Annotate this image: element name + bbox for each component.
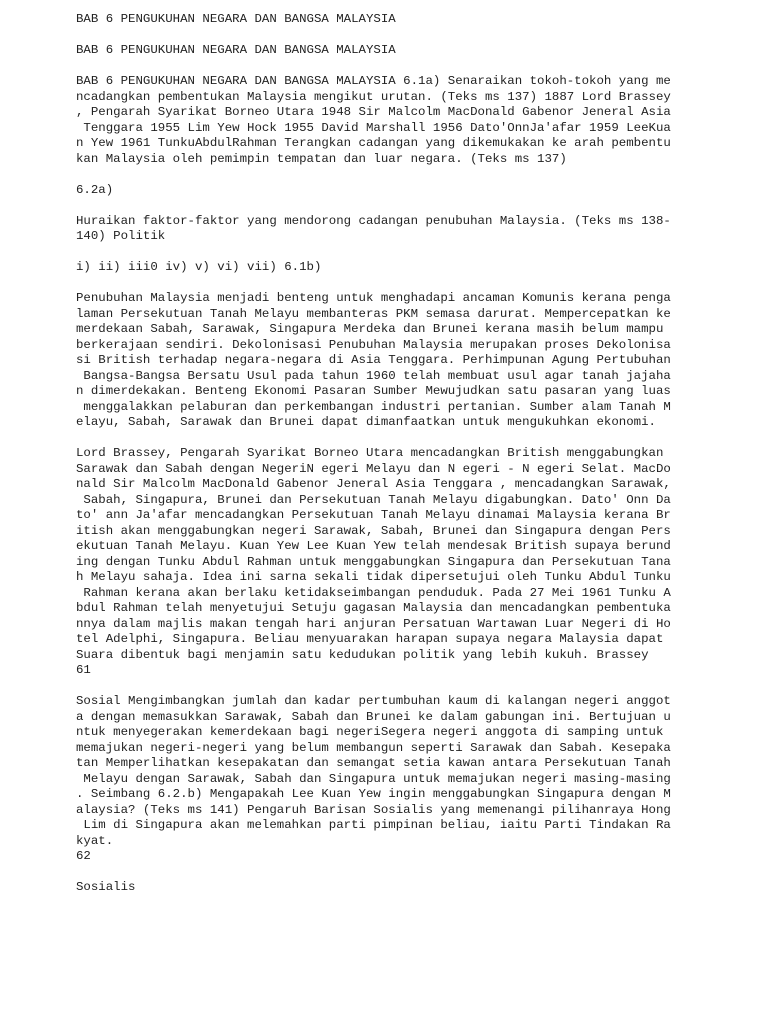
- text-line: Lord Brassey, Pengarah Syarikat Borneo Utara mencadangkan British menggabungkan: [76, 446, 664, 460]
- text-line: kyat.: [76, 833, 114, 848]
- text-line: Lim di Singapura akan melemahkan parti pimpinan beliau, iaitu Parti Tindakan Ra: [76, 818, 671, 832]
- text-line: memajukan negeri-negeri yang belum membangun seperti Sarawak dan Sabah. Kesepaka: [76, 740, 671, 755]
- text-line: Rahman kerana akan berlaku ketidakseimbangan penduduk. Pada 27 Mei 1961 Tunku A: [76, 585, 671, 600]
- paragraph: [76, 291, 676, 431]
- text-line: Suara dibentuk bagi menjamin satu kedudukan politik yang lebih kukuh. Brassey: [76, 647, 649, 662]
- paragraph: [76, 446, 676, 679]
- paragraph: [76, 12, 676, 28]
- paragraph: [76, 74, 676, 167]
- document-body: [76, 12, 676, 911]
- text-line: merdekaan Sabah, Sarawak, Singapura Merdeka dan Brunei kerana masih belum mampu: [76, 322, 664, 336]
- text-line: nald Sir Malcolm MacDonald Gabenor Jeneral Asia Tenggara , mencadangkan Sarawak,: [76, 477, 671, 491]
- text-line: 62: [76, 849, 91, 863]
- text-line: Tenggara 1955 Lim Yew Hock 1955 David Marshall 1956 Dato'OnnJa'afar 1959 LeeKua: [76, 120, 671, 135]
- text-line: elayu, Sabah, Sarawak dan Brunei dapat dimanfaatkan untuk mengukuhkan ekonomi.: [76, 415, 656, 429]
- text-line: ncadangkan pembentukan Malaysia mengikut urutan. (Teks ms 137) 1887 Lord Brassey: [76, 89, 671, 104]
- text-line: , Pengarah Syarikat Borneo Utara 1948 Sir Malcolm MacDonald Gabenor Jeneral Asia: [76, 105, 671, 119]
- text-line: n Yew 1961 TunkuAbdulRahman Terangkan cadangan yang dikemukakan ke arah pembentu: [76, 136, 671, 150]
- text-line: BAB 6 PENGUKUHAN NEGARA DAN BANGSA MALAYSIA: [76, 43, 396, 57]
- paragraph: [76, 43, 676, 59]
- text-line: ing dengan Tunku Abdul Rahman untuk menggabungkan Singapura dan Persekutuan Tana: [76, 554, 671, 569]
- text-line: a dengan memasukkan Sarawak, Sabah dan Brunei ke dalam gabungan ini. Bertujuan u: [76, 709, 671, 724]
- text-line: alaysia? (Teks ms 141) Pengaruh Barisan Sosialis yang memenangi pilihanraya Hong: [76, 802, 671, 817]
- text-line: i) ii) iii0 iv) v) vi) vii) 6.1b): [76, 260, 322, 274]
- text-line: ekutuan Tanah Melayu. Kuan Yew Lee Kuan Yew telah mendesak British supaya berund: [76, 539, 671, 553]
- text-line: h Melayu sahaja. Idea ini sarna sekali tidak dipersetujui oleh Tunku Abdul Tunku: [76, 570, 671, 584]
- text-line: menggalakkan pelaburan dan perkembangan industri pertanian. Sumber alam Tanah M: [76, 399, 671, 414]
- paragraph: [76, 183, 676, 199]
- text-line: BAB 6 PENGUKUHAN NEGARA DAN BANGSA MALAYSIA: [76, 12, 396, 26]
- text-line: 61: [76, 663, 91, 677]
- text-line: tan Memperlihatkan kesepakatan dan semangat setia kawan antara Persekutuan Tanah: [76, 756, 671, 770]
- paragraph: [76, 880, 676, 896]
- text-line: Sarawak dan Sabah dengan NegeriN egeri Melayu dan N egeri - N egeri Selat. MacDo: [76, 461, 671, 476]
- paragraph: [76, 214, 676, 245]
- text-line: Bangsa-Bangsa Bersatu Usul pada tahun 1960 telah membuat usul agar tanah jajaha: [76, 368, 671, 383]
- paragraph: [76, 694, 676, 865]
- text-line: 140) Politik: [76, 229, 166, 243]
- text-line: Sosial Mengimbangkan jumlah dan kadar pertumbuhan kaum di kalangan negeri anggot: [76, 694, 671, 708]
- text-line: n dimerdekakan. Benteng Ekonomi Pasaran Sumber Mewujudkan satu pasaran yang luas: [76, 384, 671, 398]
- text-line: BAB 6 PENGUKUHAN NEGARA DAN BANGSA MALAYSIA 6.1a) Senaraikan tokoh-tokoh yang me: [76, 74, 671, 88]
- text-line: to' ann Ja'afar mencadangkan Persekutuan Tanah Melayu dinamai Malaysia kerana Br: [76, 508, 671, 522]
- text-line: kan Malaysia oleh pemimpin tempatan dan luar negara. (Teks ms 137): [76, 151, 567, 166]
- text-line: Sosialis: [76, 880, 136, 894]
- text-line: Huraikan faktor-faktor yang mendorong cadangan penubuhan Malaysia. (Teks ms 138-: [76, 213, 671, 228]
- paragraph: [76, 260, 676, 276]
- text-line: si British terhadap negara-negara di Asia Tenggara. Perhimpunan Agung Pertubuhan: [76, 353, 671, 367]
- text-line: itish akan menggabungkan negeri Sarawak, Sabah, Brunei dan Singapura dengan Pers: [76, 523, 671, 538]
- text-line: bdul Rahman telah menyetujui Setuju gagasan Malaysia dan mencadangkan pembentuka: [76, 601, 671, 615]
- text-line: ntuk menyegerakan kemerdekaan bagi negeriSegera negeri anggota di samping untuk: [76, 725, 664, 739]
- text-line: 6.2a): [76, 182, 114, 197]
- text-line: tel Adelphi, Singapura. Beliau menyuarakan harapan supaya negara Malaysia dapat: [76, 632, 664, 646]
- text-line: Melayu dengan Sarawak, Sabah dan Singapura untuk memajukan negeri masing-masing: [76, 771, 671, 786]
- text-line: Penubuhan Malaysia menjadi benteng untuk menghadapi ancaman Komunis kerana penga: [76, 291, 671, 305]
- text-line: Sabah, Singapura, Brunei dan Persekutuan Tanah Melayu digabungkan. Dato' Onn Da: [76, 492, 671, 507]
- text-line: berkerajaan sendiri. Dekolonisasi Penubuhan Malaysia merupakan proses Dekolonisa: [76, 337, 671, 352]
- text-line: . Seimbang 6.2.b) Mengapakah Lee Kuan Yew ingin menggabungkan Singapura dengan M: [76, 787, 671, 801]
- text-line: nnya dalam majlis makan tengah hari anjuran Persatuan Wartawan Luar Negeri di Ho: [76, 616, 671, 631]
- text-line: laman Persekutuan Tanah Melayu membanteras PKM semasa darurat. Mempercepatkan ke: [76, 306, 671, 321]
